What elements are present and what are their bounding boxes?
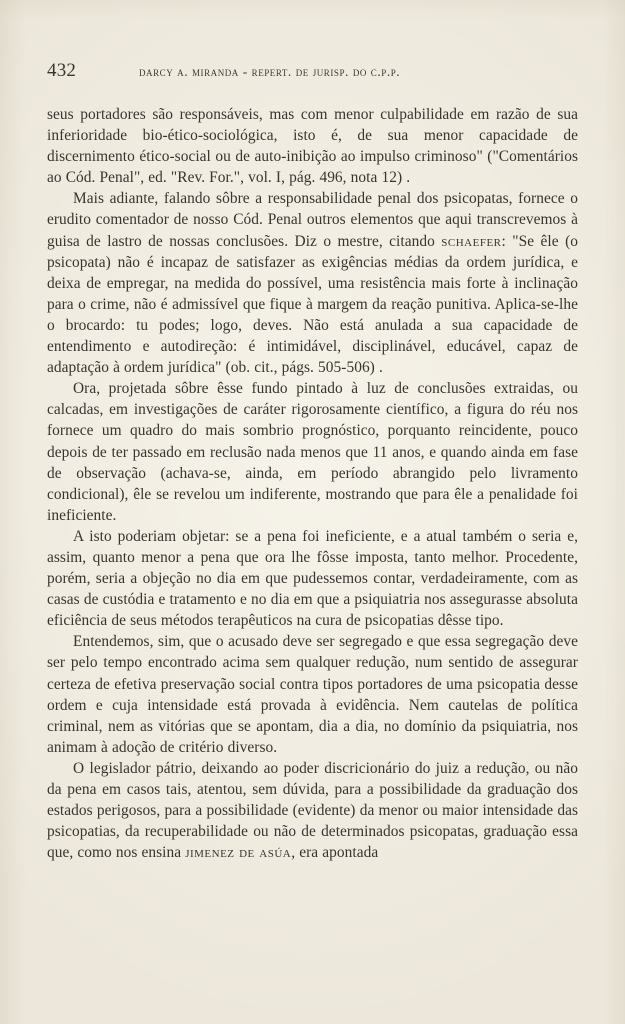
paragraph-2 bbox=[47, 188, 578, 378]
paragraph-6-text-before-citation: O legislador pátrio, deixando ao poder discricionário do juiz a redução, ou não da pena em casos tais, atentou, sem dúvida, para a possibilidade da graduação dos estados perigosos, para a possibilidade (evidente) da menor ou maior intensidade das psicopatias, da recuperabilidade ou não de determinados psicopatas, graduação essa que, como nos ensina bbox=[47, 759, 578, 862]
paragraph-5: Entendemos, sim, que o acusado deve ser segregado e que essa segregação deve ser pelo tempo encontrado acima sem qualquer redução, num sentido de assegurar certeza de efetiva preservação social contra tipos portadores de uma psicopatia desse ordem e cuja intensidade está provada à evidência. Nem cautelas de política criminal, nem as vitórias que se apontam, dia a dia, no domínio da psiquiatria, nos animam à adoção de critério diverso. bbox=[47, 633, 578, 756]
paragraph-2-text-after-citation: : "Se êle (o psicopata) não é incapaz de satisfazer as exigências médias da ordem jurídica, e deixa de empregar, na medida do possível, uma resistência mais forte à inclinação para o crime, não é admissível que fique à margem da reação punitiva. Aplica-se-lhe o brocardo: tu podes; logo, deves. Não está anulada a sua capacidade de entendimento e autodireção: é intimidável, disciplinável, educável, capaz de adaptação à ordem jurídica" (ob. cit., págs. 505-506) . bbox=[47, 232, 579, 377]
paragraph-4: A isto poderiam objetar: se a pena foi ineficiente, e a atual também o seria e, assim, quanto menor a pena que ora lhe fôsse imposta, tanto melhor. Procedente, porém, seria a objeção no dia em que pudessemos contar, verdadeiramente, com as casas de custódia e tratamento e no dia em que a psiquiatria nos assegurasse absoluta eficiência de seus métodos terapêuticos na cura de psicopatias dêsse tipo. bbox=[47, 527, 578, 630]
paragraph-6 bbox=[47, 758, 578, 863]
paragraph-1: seus portadores são responsáveis, mas com menor culpabilidade em razão de sua inferioridade bio-ético-sociológica, isto é, de sua menor capacidade de discernimento ético-social ou de auto-inibição ao impulso criminoso" ("Comentários ao Cód. Penal", ed. "Rev. For.", vol. I, pág. 496, nota 12) . bbox=[47, 106, 578, 187]
paragraph-2-text-before-citation: Mais adiante, falando sôbre a responsabilidade penal dos psicopatas, fornece o erudito comentador de nosso Cód. Penal outros elementos que aqui transcrevemos à guisa de lastro de nossas conclusões. Diz o mestre, citando bbox=[47, 190, 578, 250]
running-head-title: darcy a. miranda - repert. de jurisp. do c.p.p. bbox=[139, 64, 401, 79]
page-number: 432 bbox=[47, 60, 77, 81]
body-text-column bbox=[47, 104, 578, 863]
citation-name-schaefer: schaefer bbox=[441, 232, 502, 250]
paragraph-6-text-after-citation: , era apontada bbox=[291, 844, 379, 862]
running-head bbox=[47, 60, 578, 82]
paragraph-3: Ora, projetada sôbre êsse fundo pintado à luz de conclusões extraidas, ou calcadas, em investigações de caráter rigorosamente científico, a figura do réu nos fornece um quadro do mais sombrio prognóstico, porquanto reincidente, pouco depois de ter passado em reclusão nada menos que 11 anos, e quando ainda em fase de observação (achava-se, ainda, em período abrangido pelo livramento condicional), êle se revelou um indiferente, mostrando que para êle a penalidade foi ineficiente. bbox=[47, 380, 578, 524]
citation-name-jimenez-de-asua: jimenez de asúa bbox=[185, 844, 292, 862]
